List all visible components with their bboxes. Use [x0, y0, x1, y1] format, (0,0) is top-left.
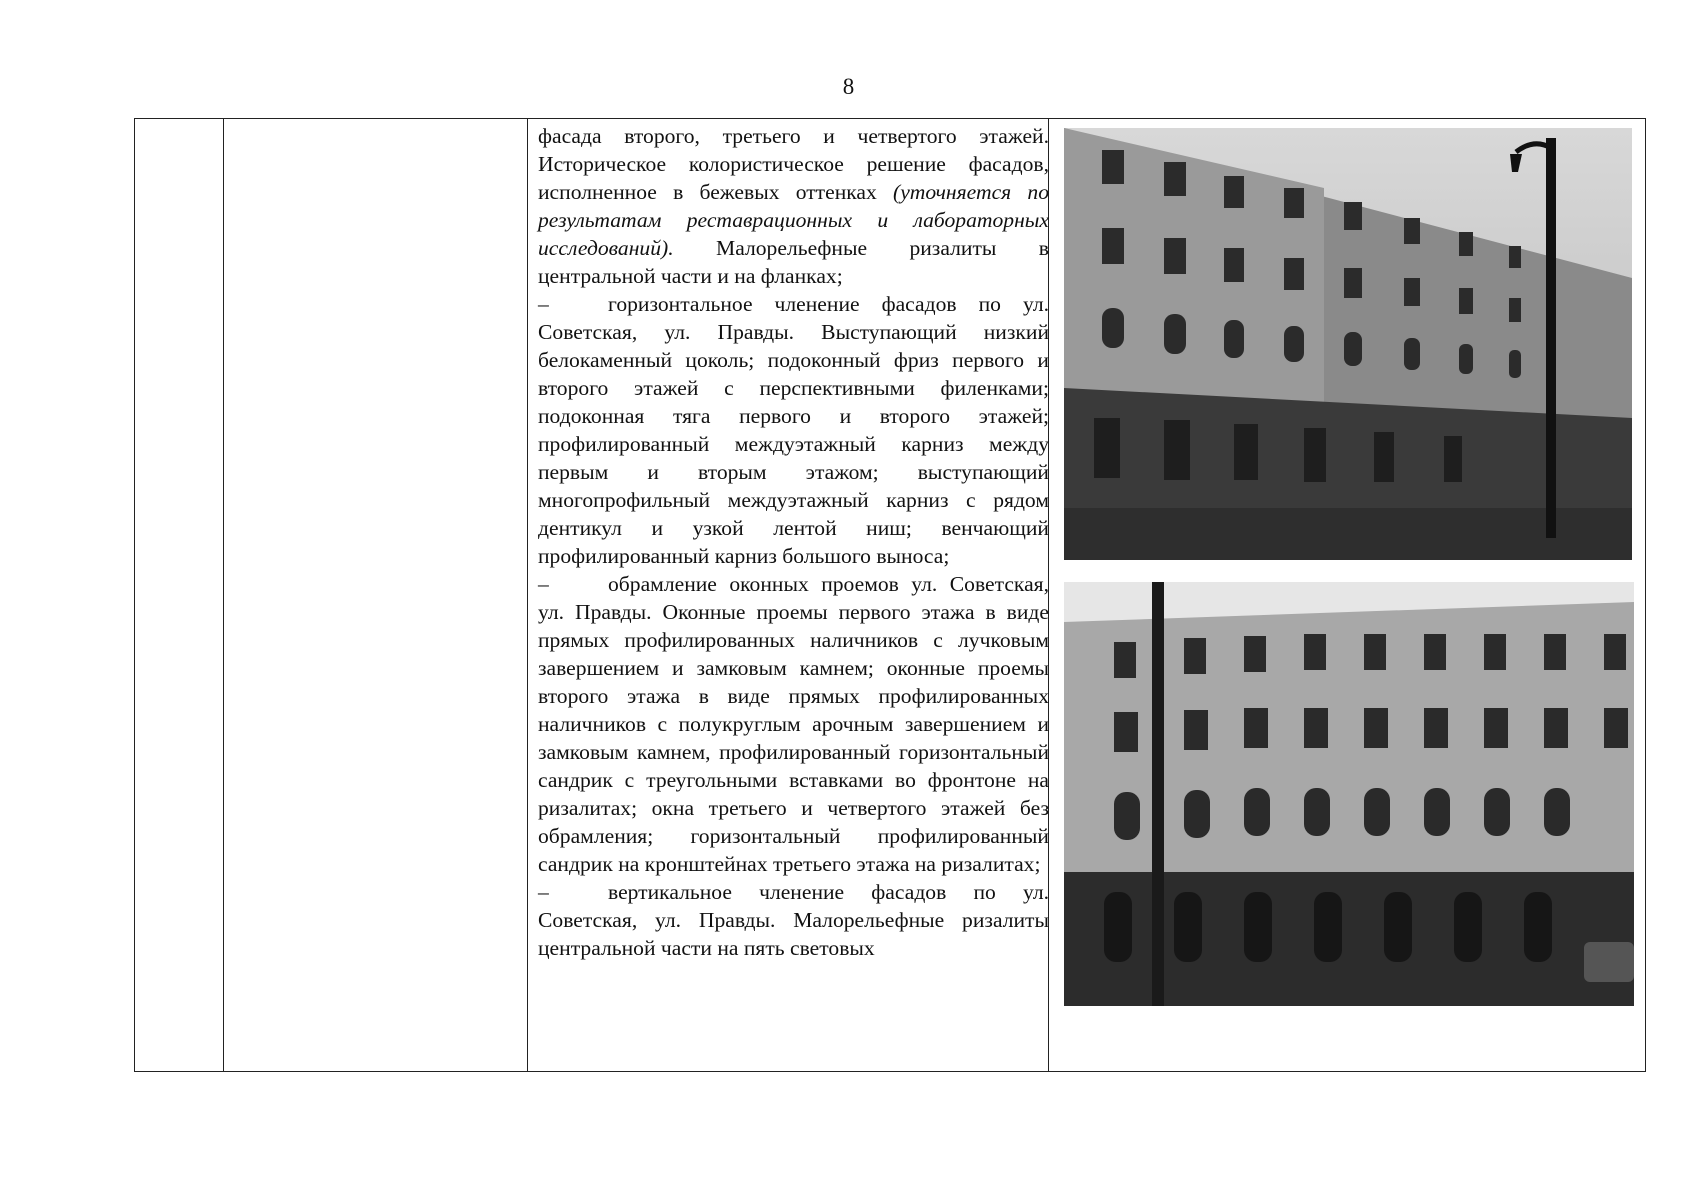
paragraph-vertical-division: – вертикальное членение фасадов по ул. Советская, ул. Правды. Малорельефные ризалиты центральной части на пять световых	[538, 880, 1049, 960]
paragraph-horizontal-division: – горизонтальное членение фасадов по ул. Советская, ул. Правды. Выступающий низкий белокаменный цоколь; подоконный фриз первого и второго этажей с перспективными филенками; подоконная тяга первого и второго этажей; профилированный междуэтажный карниз между первым и вторым этажом; выступающий многопрофильный междуэтажный карниз с рядом дентикул и узкой лентой ниш; венчающий профилированный карниз большого выноса;	[538, 292, 1049, 568]
description-cell	[538, 122, 1049, 962]
column-divider	[527, 119, 528, 1071]
list-dash: –	[538, 880, 549, 904]
paragraph-colour-scheme: фасада второго, третьего и четвертого этажей. Историческое колористическое решение фасадов, исполненное в бежевых оттенках (уточняется по результатам реставрационных и лабораторных исследований). Малорельефные ризалиты в центральной части и на фланках;	[538, 124, 1049, 288]
building-facade-photo-2	[1064, 582, 1634, 1006]
page-number: 8	[842, 74, 855, 99]
list-dash: –	[538, 572, 549, 596]
list-dash: –	[538, 292, 549, 316]
column-divider	[223, 119, 224, 1071]
paragraph-window-framing: – обрамление оконных проемов ул. Советская, ул. Правды. Оконные проемы первого этажа в виде прямых профилированных наличников с лучковым завершением и замковым камнем; оконные проемы второго этажа в виде прямых профилированных наличников с полукруглым арочным завершением и замковым камнем, профилированный горизонтальный сандрик с треугольными вставками во фронтоне на ризалитах; окна третьего и четвертого этажей без обрамления; горизонтальный профилированный сандрик на кронштейнах третьего этажа на ризалитах;	[538, 572, 1049, 876]
building-facade-photo-1	[1064, 128, 1632, 560]
